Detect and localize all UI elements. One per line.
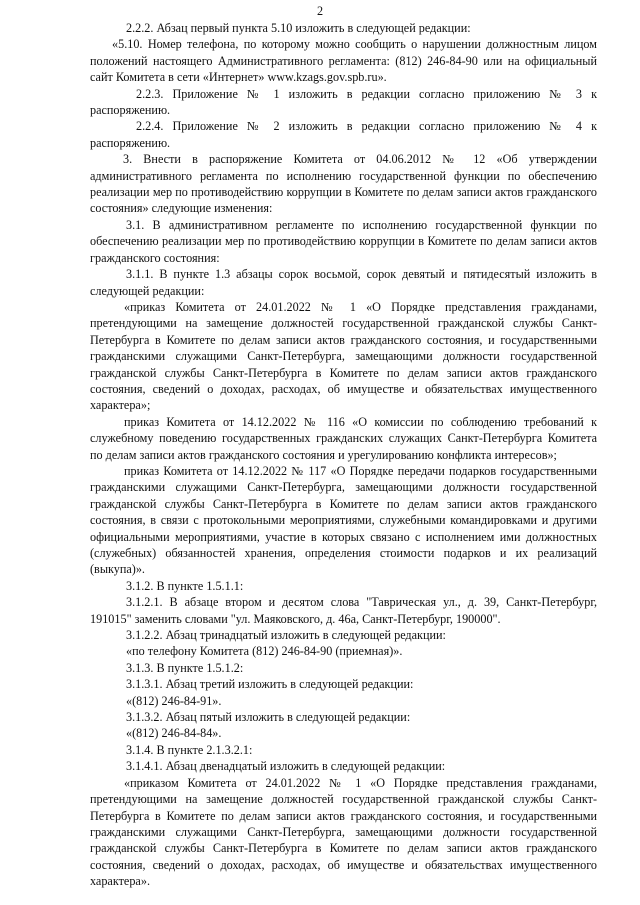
- paragraph-5-10-quote: «5.10. Номер телефона, по которому можно сообщить о нарушении должностным лицом положений настоящего Административного регламента: (812) 246-84-90 или на официальный сайт Комитета в сети «Интернет» www.kzags.gov.spb.ru».: [90, 37, 597, 85]
- paragraph-order-117: приказ Комитета от 14.12.2022 № 117 «О Порядке передачи подарков государственными гражданскими служащими Санкт-Петербурга, замещающими должности государственной гражданской службы Санкт-Петербурга в Комитете по делам записи актов гражданского состояния, в связи с протокольными мероприятиями, служебными командировками и другими официальными мероприятиями, участие в которых связано с исполнением ими должностных (служебных) обязанностей хранения, определения стоимости подарков и их реализаций (выкупа)».: [90, 463, 597, 577]
- paragraph-order-116: приказ Комитета от 14.12.2022 № 116 «О комиссии по соблюдению требований к служебному поведению государственных гражданских служащих Санкт-Петербурга Комитета по делам записи актов гражданского состояния и урегулированию конфликта интересов»;: [90, 414, 597, 462]
- paragraph-3-1-3-1: 3.1.3.1. Абзац третий изложить в следующей редакции:: [126, 677, 414, 692]
- paragraph-3: 3. Внести в распоряжение Комитета от 04.06.2012 № 12 «Об утверждении административного регламента по исполнению государственной функции по обеспечению реализации мер по противодействию коррупции в Комитете по делам записи актов гражданского состояния» следующие изменения:: [90, 152, 597, 216]
- paragraph-3-1-2-2: 3.1.2.2. Абзац тринадцатый изложить в следующей редакции:: [126, 628, 446, 643]
- paragraph-3-1-4: 3.1.4. В пункте 2.1.3.2.1:: [126, 742, 253, 757]
- page-number: 2: [316, 4, 324, 18]
- paragraph-order-1-final: «приказом Комитета от 24.01.2022 № 1 «О Порядке представления гражданами, претендующими на замещение должностей государственной гражданской службы Санкт-Петербурга в Комитете по делам записи актов гражданского состояния, и государственными гражданскими служащими Санкт-Петербурга, замещающими должности государственной гражданской службы Санкт-Петербурга в Комитете по делам записи актов гражданского состояния, сведений о доходах, расходах, об имуществе и обязательствах имущественного характера».: [90, 775, 597, 889]
- paragraph-3-1-2-1: 3.1.2.1. В абзаце втором и десятом слова "Таврическая ул., д. 39, Санкт-Петербург, 191015" заменить словами "ул. Маяковского, д. 46а, Санкт-Петербург, 190000".: [90, 595, 597, 626]
- paragraph-2-2-3: 2.2.3. Приложение № 1 изложить в редакции согласно приложению № 3 к распоряжению.: [90, 86, 597, 118]
- paragraph-phone-91: «(812) 246-84-91».: [126, 693, 222, 708]
- paragraph-phone-84: «(812) 246-84-84».: [126, 726, 222, 741]
- paragraph-3-1-1: 3.1.1. В пункте 1.3 абзацы сорок восьмой, сорок девятый и пятидесятый изложить в следующей редакции:: [90, 267, 597, 298]
- paragraph-3-1-4-1: 3.1.4.1. Абзац двенадцатый изложить в следующей редакции:: [126, 759, 446, 774]
- paragraph-2-2-4: 2.2.4. Приложение № 2 изложить в редакции согласно приложению № 4 к распоряжению.: [90, 119, 597, 150]
- paragraph-3-1: 3.1. В административном регламенте по исполнению государственной функции по обеспечению реализации мер по противодействию коррупции в Комитете по делам записи актов гражданского состояния:: [90, 217, 597, 265]
- document-body: [90, 20, 597, 890]
- paragraph-3-1-3-2: 3.1.3.2. Абзац пятый изложить в следующей редакции:: [126, 710, 411, 725]
- paragraph-2-2-2: 2.2.2. Абзац первый пункта 5.10 изложить в следующей редакции:: [126, 21, 471, 35]
- paragraph-order-1: «приказ Комитета от 24.01.2022 № 1 «О Порядке представления гражданами, претендующими на замещение должностей государственной гражданской службы Санкт-Петербурга в Комитете по делам записи актов гражданского состояния, и государственными гражданскими служащими Санкт-Петербурга, замещающими должности государственной гражданской службы Санкт-Петербурга в Комитете по делам записи актов гражданского состояния, сведений о доходах, расходах, об имуществе и обязательствах имущественного характера»;: [90, 299, 597, 413]
- paragraph-3-1-3: 3.1.3. В пункте 1.5.1.2:: [126, 660, 244, 675]
- paragraph-3-1-2: 3.1.2. В пункте 1.5.1.1:: [126, 578, 244, 593]
- paragraph-phone-reception: «по телефону Комитета (812) 246-84-90 (приемная)».: [126, 644, 403, 659]
